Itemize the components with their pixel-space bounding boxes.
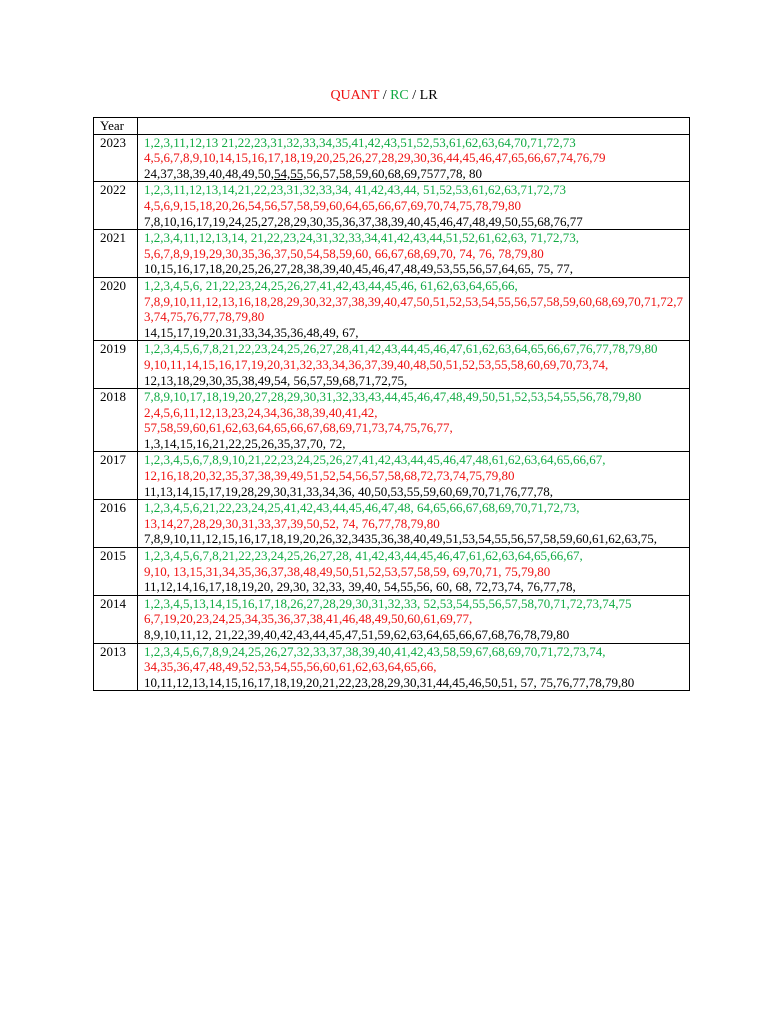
numbers-cell xyxy=(138,277,690,340)
lr-underlined-segment: 54,55, xyxy=(274,165,307,181)
year-cell: 2020 xyxy=(94,277,138,340)
numbers-cell xyxy=(138,134,690,182)
numbers-cell xyxy=(138,643,690,691)
lr-segment: 56,57,58,59,60,68,69,7577,78, 80 xyxy=(306,165,482,181)
quant-line: 7,8,9,10,11,12,13,16,18,28,29,30,32,37,38,39,40,47,50,51,52,53,54,55,56,57,58,59,60,68,69,70,71,72,73,74,75,76,77,78,79,80 xyxy=(144,293,684,325)
table-row xyxy=(94,277,690,340)
lr-line: 8,9,10,11,12, 21,22,39,40,42,43,44,45,47,51,59,62,63,64,65,66,67,68,76,78,79,80 xyxy=(144,627,570,642)
numbers-cell xyxy=(138,500,690,548)
year-cell: 2015 xyxy=(94,548,138,596)
table-row xyxy=(94,548,690,596)
lr-line: 10,11,12,13,14,15,16,17,18,19,20,21,22,23,28,29,30,31,44,45,46,50,51, 57, 75,76,77,78,79,80 xyxy=(144,674,635,690)
year-cell: 2017 xyxy=(94,452,138,500)
numbers-cell xyxy=(138,230,690,278)
lr-segment: 24,37,38,39,40,48,49,50, xyxy=(144,165,274,181)
quant-line: 34,35,36,47,48,49,52,53,54,55,56,60,61,62,63,64,65,66, xyxy=(144,659,437,675)
table-row xyxy=(94,595,690,643)
rc-line: 1,2,3,4,5,6,7,8,9,24,25,26,27,32,33,37,38,39,40,41,42,43,58,59,67,68,69,70,71,72,73,74, xyxy=(144,643,606,659)
legend xyxy=(0,87,768,105)
quant-line: 9,10, 13,15,31,34,35,36,37,38,48,49,50,51,52,53,57,58,59, 69,70,71, 75,79,80 xyxy=(144,563,551,579)
quant-line xyxy=(144,405,689,436)
quant-line: 13,14,27,28,29,30,31,33,37,39,50,52, 74, 76,77,78,79,80 xyxy=(144,515,440,531)
rc-line: 1,2,3,4,5,6,21,22,23,24,25,41,42,43,44,45,46,47,48, 64,65,66,67,68,69,70,71,72,73, xyxy=(144,500,580,516)
table-row xyxy=(94,182,690,230)
quant-line: 6,7,19,20,23,24,25,34,35,36,37,38,41,46,48,49,50,60,61,69,77, xyxy=(144,611,473,627)
legend-rc: RC xyxy=(390,88,409,103)
lr-line: 14,15,17,19,20.31,33,34,35,36,48,49, 67, xyxy=(144,324,359,340)
quant-line: 9,10,11,14,15,16,17,19,20,31,32,33,34,36,37,39,40,48,50,51,52,53,55,58,60,69,70,73,74, xyxy=(144,356,609,372)
lr-line: 10,15,16,17,18,20,25,26,27,28,38,39,40,45,46,47,48,49,53,55,56,57,64,65, 75, 77, xyxy=(144,261,573,277)
quant-segment: 2,4,5,6,11,12,13,23,24,34,36,38,39,40,41,42, xyxy=(144,404,378,420)
rc-line: 1,2,3,11,12,13 21,22,23,31,32,33,34,35,41,42,43,51,52,53,61,62,63,64,70,71,72,73 xyxy=(144,134,576,150)
table-row xyxy=(94,500,690,548)
header-row xyxy=(94,118,690,135)
lr-line: 12,13,18,29,30,35,38,49,54, 56,57,59,68,71,72,75, xyxy=(144,372,408,388)
year-table xyxy=(93,117,690,691)
rc-line: 1,2,3,4,5,6,7,8,9,10,21,22,23,24,25,26,27,41,42,43,44,45,46,47,48,61,62,63,64,65,66,67, xyxy=(144,452,606,468)
lr-line: 1,3,14,15,16,21,22,25,26,35,37,70, 72, xyxy=(144,435,346,451)
legend-quant: QUANT xyxy=(330,88,380,103)
lr-line: 11,13,14,15,17,19,28,29,30,31,33,34,36, 40,50,53,55,59,60,69,70,71,76,77,78, xyxy=(144,483,554,499)
year-cell: 2016 xyxy=(94,500,138,548)
rc-line: 1,2,3,4,5,13,14,15,16,17,18,26,27,28,29,30,31,32,33, 52,53,54,55,56,57,58,70,71,72,73,74,75 xyxy=(144,595,632,611)
legend-separator: / xyxy=(379,88,391,103)
numbers-cell xyxy=(138,341,690,389)
table-row xyxy=(94,389,690,452)
year-cell: 2018 xyxy=(94,389,138,452)
table-row xyxy=(94,134,690,182)
year-cell: 2013 xyxy=(94,643,138,691)
year-cell: 2019 xyxy=(94,341,138,389)
quant-line: 12,16,18,20,32,35,37,38,39,49,51,52,54,56,57,58,68,72,73,74,75,79,80 xyxy=(144,468,515,484)
lr-line: 11,12,14,16,17,18,19,20, 29,30, 32,33, 39,40, 54,55,56, 60, 68, 72,73,74, 76,77,78, xyxy=(144,579,576,595)
rc-line: 1,2,3,4,11,12,13,14, 21,22,23,24,31,32,33,34,41,42,43,44,51,52,61,62,63, 71,72,73, xyxy=(144,230,580,246)
rc-line: 1,2,3,4,5,6,7,8,21,22,23,24,25,26,27,28, 41,42,43,44,45,46,47,61,62,63,64,65,66,67, xyxy=(144,548,583,564)
table-row xyxy=(94,643,690,691)
numbers-cell xyxy=(138,389,690,452)
year-cell: 2023 xyxy=(94,134,138,182)
numbers-cell xyxy=(138,548,690,596)
numbers-cell xyxy=(138,452,690,500)
rc-line: 1,2,3,4,5,6,7,8,21,22,23,24,25,26,27,28,41,42,43,44,45,46,47,61,62,63,64,65,66,67,76,77,78,79,80 xyxy=(144,341,658,357)
header-blank xyxy=(138,118,690,135)
year-cell: 2022 xyxy=(94,182,138,230)
table-row xyxy=(94,341,690,389)
quant-segment: 57,58,59,60,61,62,63,64,65,66,67,68,69,71,73,74,75,76,77, xyxy=(144,420,453,436)
legend-separator: / xyxy=(408,88,420,103)
legend-lr: LR xyxy=(419,88,438,103)
lr-line: 7,8,9,10,11,12,15,16,17,18,19,20,26,32,3435,36,38,40,49,51,53,54,55,56,57,58,59,60,61,62,63,75, xyxy=(144,531,658,547)
rc-line: 1,2,3,4,5,6, 21,22,23,24,25,26,27,41,42,43,44,45,46, 61,62,63,64,65,66, xyxy=(144,277,518,293)
quant-line: 4,5,6,9,15,18,20,26,54,56,57,58,59,60,64,65,66,67,69,70,74,75,78,79,80 xyxy=(144,197,521,213)
table-row xyxy=(94,230,690,278)
quant-line: 4,5,6,7,8,9,10,14,15,16,17,18,19,20,25,26,27,28,29,30,36,44,45,46,47,65,66,67,74,76,79 xyxy=(144,150,606,166)
lr-line xyxy=(144,166,689,182)
year-cell: 2021 xyxy=(94,230,138,278)
header-year: Year xyxy=(94,118,138,135)
numbers-cell xyxy=(138,595,690,643)
rc-line: 7,8,9,10,17,18,19,20,27,28,29,30,31,32,33,43,44,45,46,47,48,49,50,51,52,53,54,55,56,78,79,80 xyxy=(144,389,642,405)
rc-line: 1,2,3,11,12,13,14,21,22,23,31,32,33,34, 41,42,43,44, 51,52,53,61,62,63,71,72,73 xyxy=(144,182,567,198)
numbers-cell xyxy=(138,182,690,230)
quant-line: 5,6,7,8,9,19,29,30,35,36,37,50,54,58,59,60, 66,67,68,69,70, 74, 76, 78,79,80 xyxy=(144,245,544,261)
year-cell: 2014 xyxy=(94,595,138,643)
lr-line: 7,8,10,16,17,19,24,25,27,28,29,30,35,36,37,38,39,40,45,46,47,48,49,50,55,68,76,77 xyxy=(144,213,583,229)
table-row xyxy=(94,452,690,500)
